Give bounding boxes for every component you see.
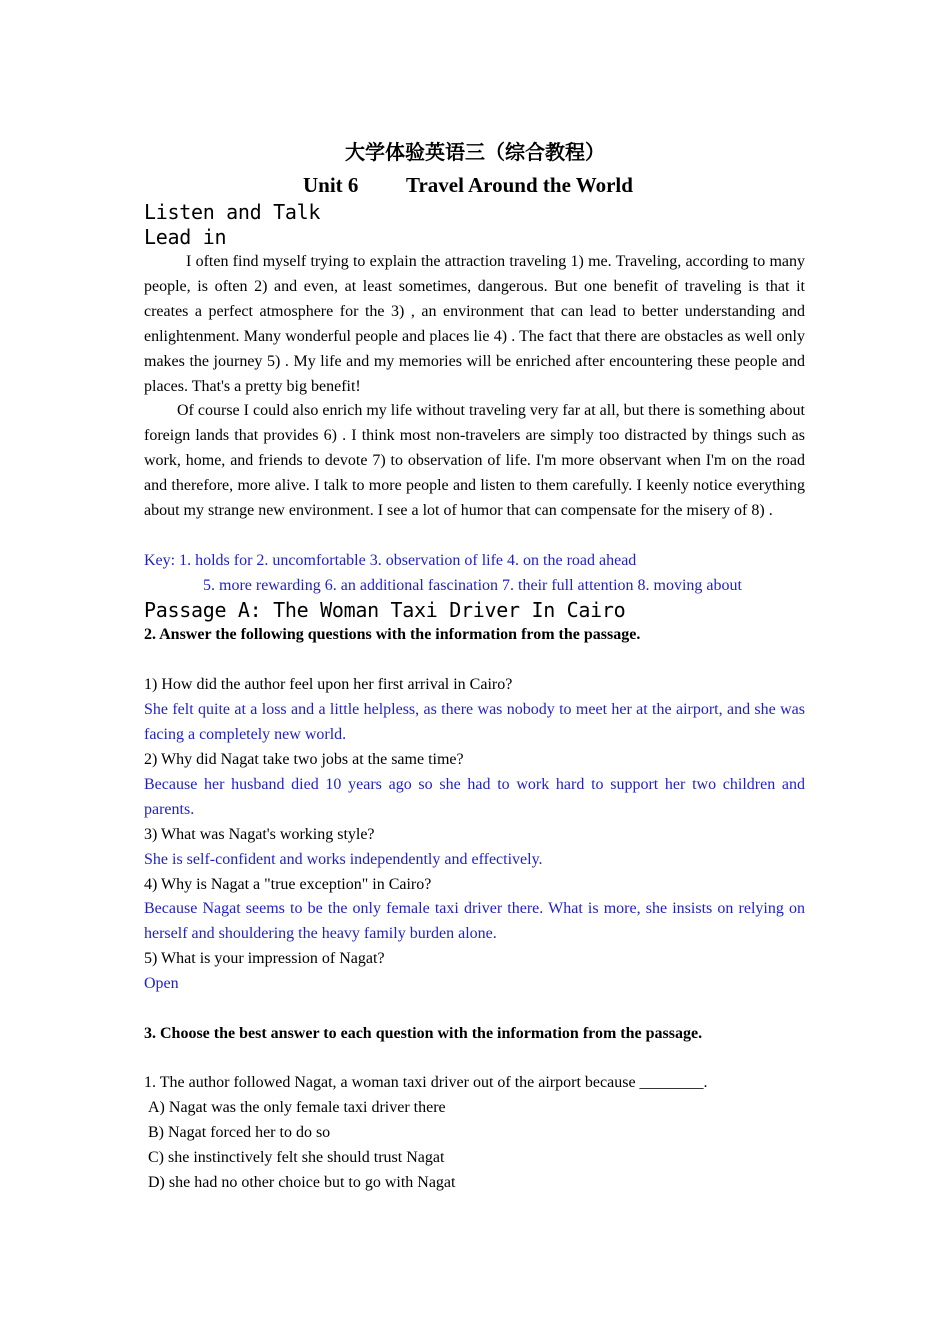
answer-key-line-1: Key: 1. holds for 2. uncomfortable 3. observation of life 4. on the road ahead [144,552,637,569]
unit-label: Unit 6 [303,173,359,197]
answer-3: She is self-confident and works independently and effectively. [144,851,543,868]
question-3: 3) What was Nagat's working style? [144,826,375,843]
answer-key-line-2: 5. more rewarding 6. an additional fascination 7. their full attention 8. moving about [203,577,742,594]
question-4: 4) Why is Nagat a "true exception" in Cairo? [144,876,432,893]
answer-5: Open [144,975,179,992]
course-title: 大学体验英语三（综合教程） [345,140,605,164]
mc-option-c: C) she instinctively felt she should trust Nagat [148,1149,445,1166]
section-3-title: 3. Choose the best answer to each question with the information from the passage. [144,1025,703,1042]
question-1: 1) How did the author feel upon her first arrival in Cairo? [144,676,513,693]
mc-question-1: 1. The author followed Nagat, a woman taxi driver out of the airport because ________. [144,1074,708,1091]
mc-option-a: A) Nagat was the only female taxi driver there [148,1099,446,1116]
answer-2: Because her husband died 10 years ago so she had to work hard to support her two children and parents. [144,776,805,818]
mc-option-b: B) Nagat forced her to do so [148,1124,331,1141]
lead-in-paragraph-2: Of course I could also enrich my life without traveling very far at all, but there is something about foreign lands that provides 6) . I think most non-travelers are simply too distracted by things such as work, home, and friends to devote 7) to observation of life. I'm more observant when I'm on the road and therefore, more alive. I talk to more people and listen to them carefully. I keenly notice everything about my strange new environment. I see a lot of humor that can compensate for the misery of 8) . [144,402,805,519]
question-2: 2) Why did Nagat take two jobs at the same time? [144,751,464,768]
mc-option-d: D) she had no other choice but to go with Nagat [148,1174,456,1191]
answer-1: She felt quite at a loss and a little helpless, as there was nobody to meet her at the airport, and she was facing a completely new world. [144,701,805,743]
section-2-title: 2. Answer the following questions with the information from the passage. [144,626,641,643]
answer-4: Because Nagat seems to be the only female taxi driver there. What is more, she insists on relying on herself and shouldering the heavy family burden alone. [144,900,805,942]
question-5: 5) What is your impression of Nagat? [144,950,385,967]
listen-heading: Listen and Talk [144,200,321,224]
passage-heading: Passage A: The Woman Taxi Driver In Cairo [144,598,626,622]
unit-title: Travel Around the World [406,173,633,197]
lead-in-paragraph-1: I often find myself trying to explain the attraction traveling 1) me. Traveling, according to many people, is often 2) and even, at least sometimes, dangerous. But one benefit of traveling is that it creates a perfect atmosphere for the 3) , an environment that can lead to better understanding and enlightenment. Many wonderful people and places lie 4) . The fact that there are obstacles as well only makes the journey 5) . My life and my memories will be enriched after encountering these people and places. That's a pretty big benefit! [144,253,805,395]
lead-in-heading: Lead in [144,225,227,249]
